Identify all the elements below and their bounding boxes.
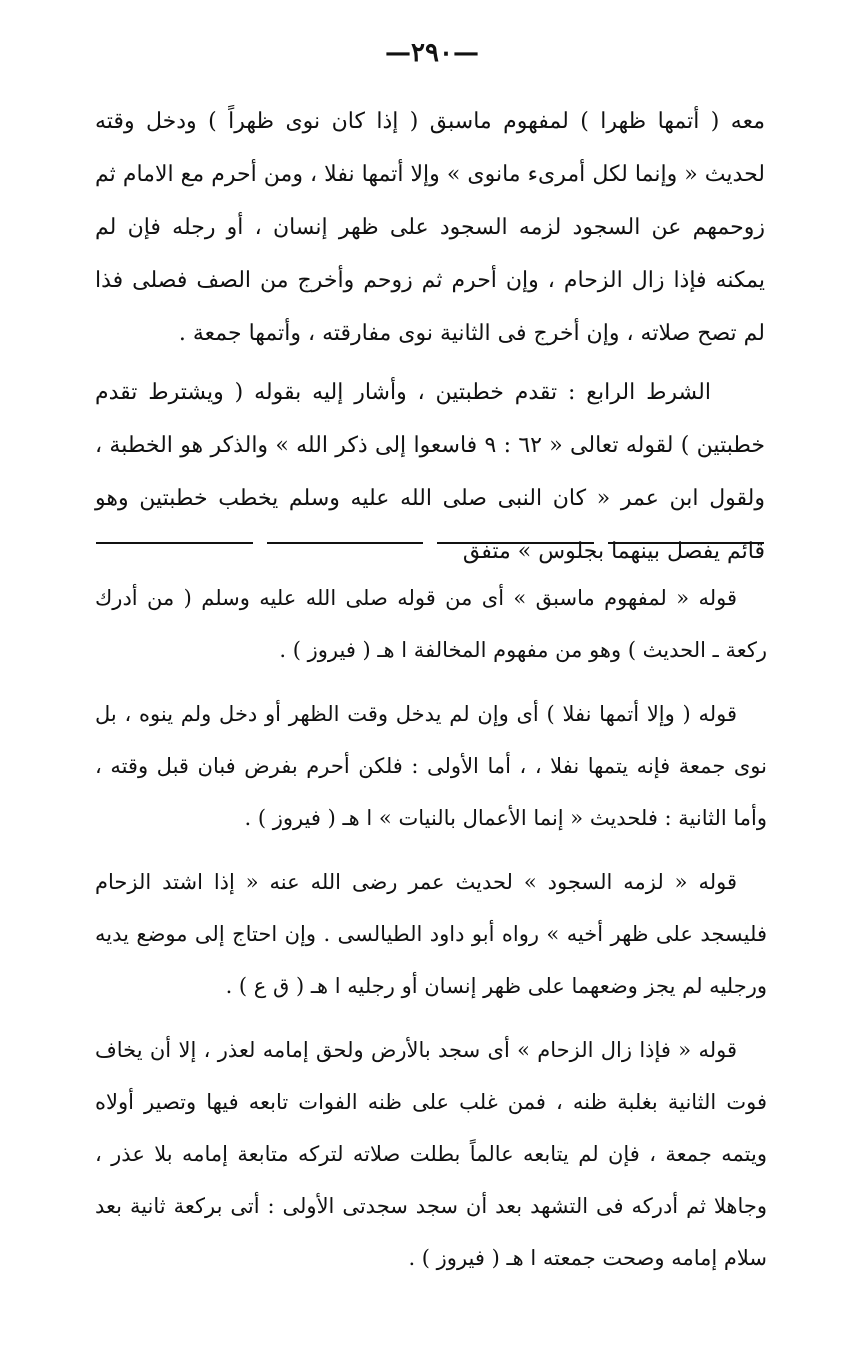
main-paragraph: الشرط الرابع : تقدم خطبتين ، وأشار إليه بقوله ( ويشترط تقدم خطبتين ) لقوله تعالى « ٦٢ : ٩ فاسعوا إلى ذكر الله » والذكر هو الخطبة ، ولقول ابن عمر « كان النبى صلى الله عليه وسلم يخطب خطبتين وهو قائم يفصل بينهما بجلوس » متفق [95,380,765,564]
main-paragraph: معه ( أتمها ظهرا ) لمفهوم ماسبق ( إذا كان نوى ظهراً ) ودخل وقته لحديث « وإنما لكل أمرىء مانوى » وإلا أتمها نفلا ، ومن أحرم مع الامام ثم زوحمهم عن السجود لزمه السجود على ظهر إنسان ، أو رجله فإن لم يمكنه فإذا زال الزحام ، وإن أحرم ثم زوحم وأخرج من الصف فصلى فذا لم تصح صلاته ، وإن أخرج فى الثانية نوى مفارقته ، وأتمها جمعة . [95,109,765,346]
footnote: قوله « لمفهوم ماسبق » أى من قوله صلى الله عليه وسلم ( من أدرك ركعة ـ الحديث ) وهو من مفهوم المخالفة ا هـ ( فيروز ) . [95,586,767,662]
footnotes [95,572,767,1296]
separator-segment [96,542,253,544]
page-number: —٢٩٠— [385,38,479,68]
footnote: قوله « لزمه السجود » لحديث عمر رضى الله عنه « إذا اشتد الزحام فليسجد على ظهر أخيه » رواه أبو داود الطيالسى . وإن احتاج إلى موضع يديه ورجليه لم يجز وضعهما على ظهر إنسان أو رجليه ا هـ ( ق ع ) . [95,870,767,998]
main-text [95,95,765,578]
footnote-separator [96,542,764,544]
footnote: قوله ( وإلا أتمها نفلا ) أى وإن لم يدخل وقت الظهر أو دخل ولم ينوه ، بل نوى جمعة فإنه يتمها نفلا ، ، أما الأولى : فلكن أحرم بفرض فبان قبل وقته ، وأما الثانية : فلحديث « إنما الأعمال بالنيات » ا هـ ( فيروز ) . [95,702,767,830]
separator-segment [608,542,765,544]
footnote: قوله « فإذا زال الزحام » أى سجد بالأرض ولحق إمامه لعذر ، إلا أن يخاف فوت الثانية بغلبة ظنه ، فمن غلب على ظنه الفوات تابعه فيها وتصير أولاه ويتمه جمعة ، فإن لم يتابعه عالماً بطلت صلاته لتركه متابعة إمامه بلا عذر ، وجاهلا ثم أدركه فى التشهد بعد أن سجد سجدتى الأولى : أتى بركعة ثانية بعد سلام إمامه وصحت جمعته ا هـ ( فيروز ) . [95,1038,767,1270]
separator-segment [437,542,594,544]
separator-segment [267,542,424,544]
